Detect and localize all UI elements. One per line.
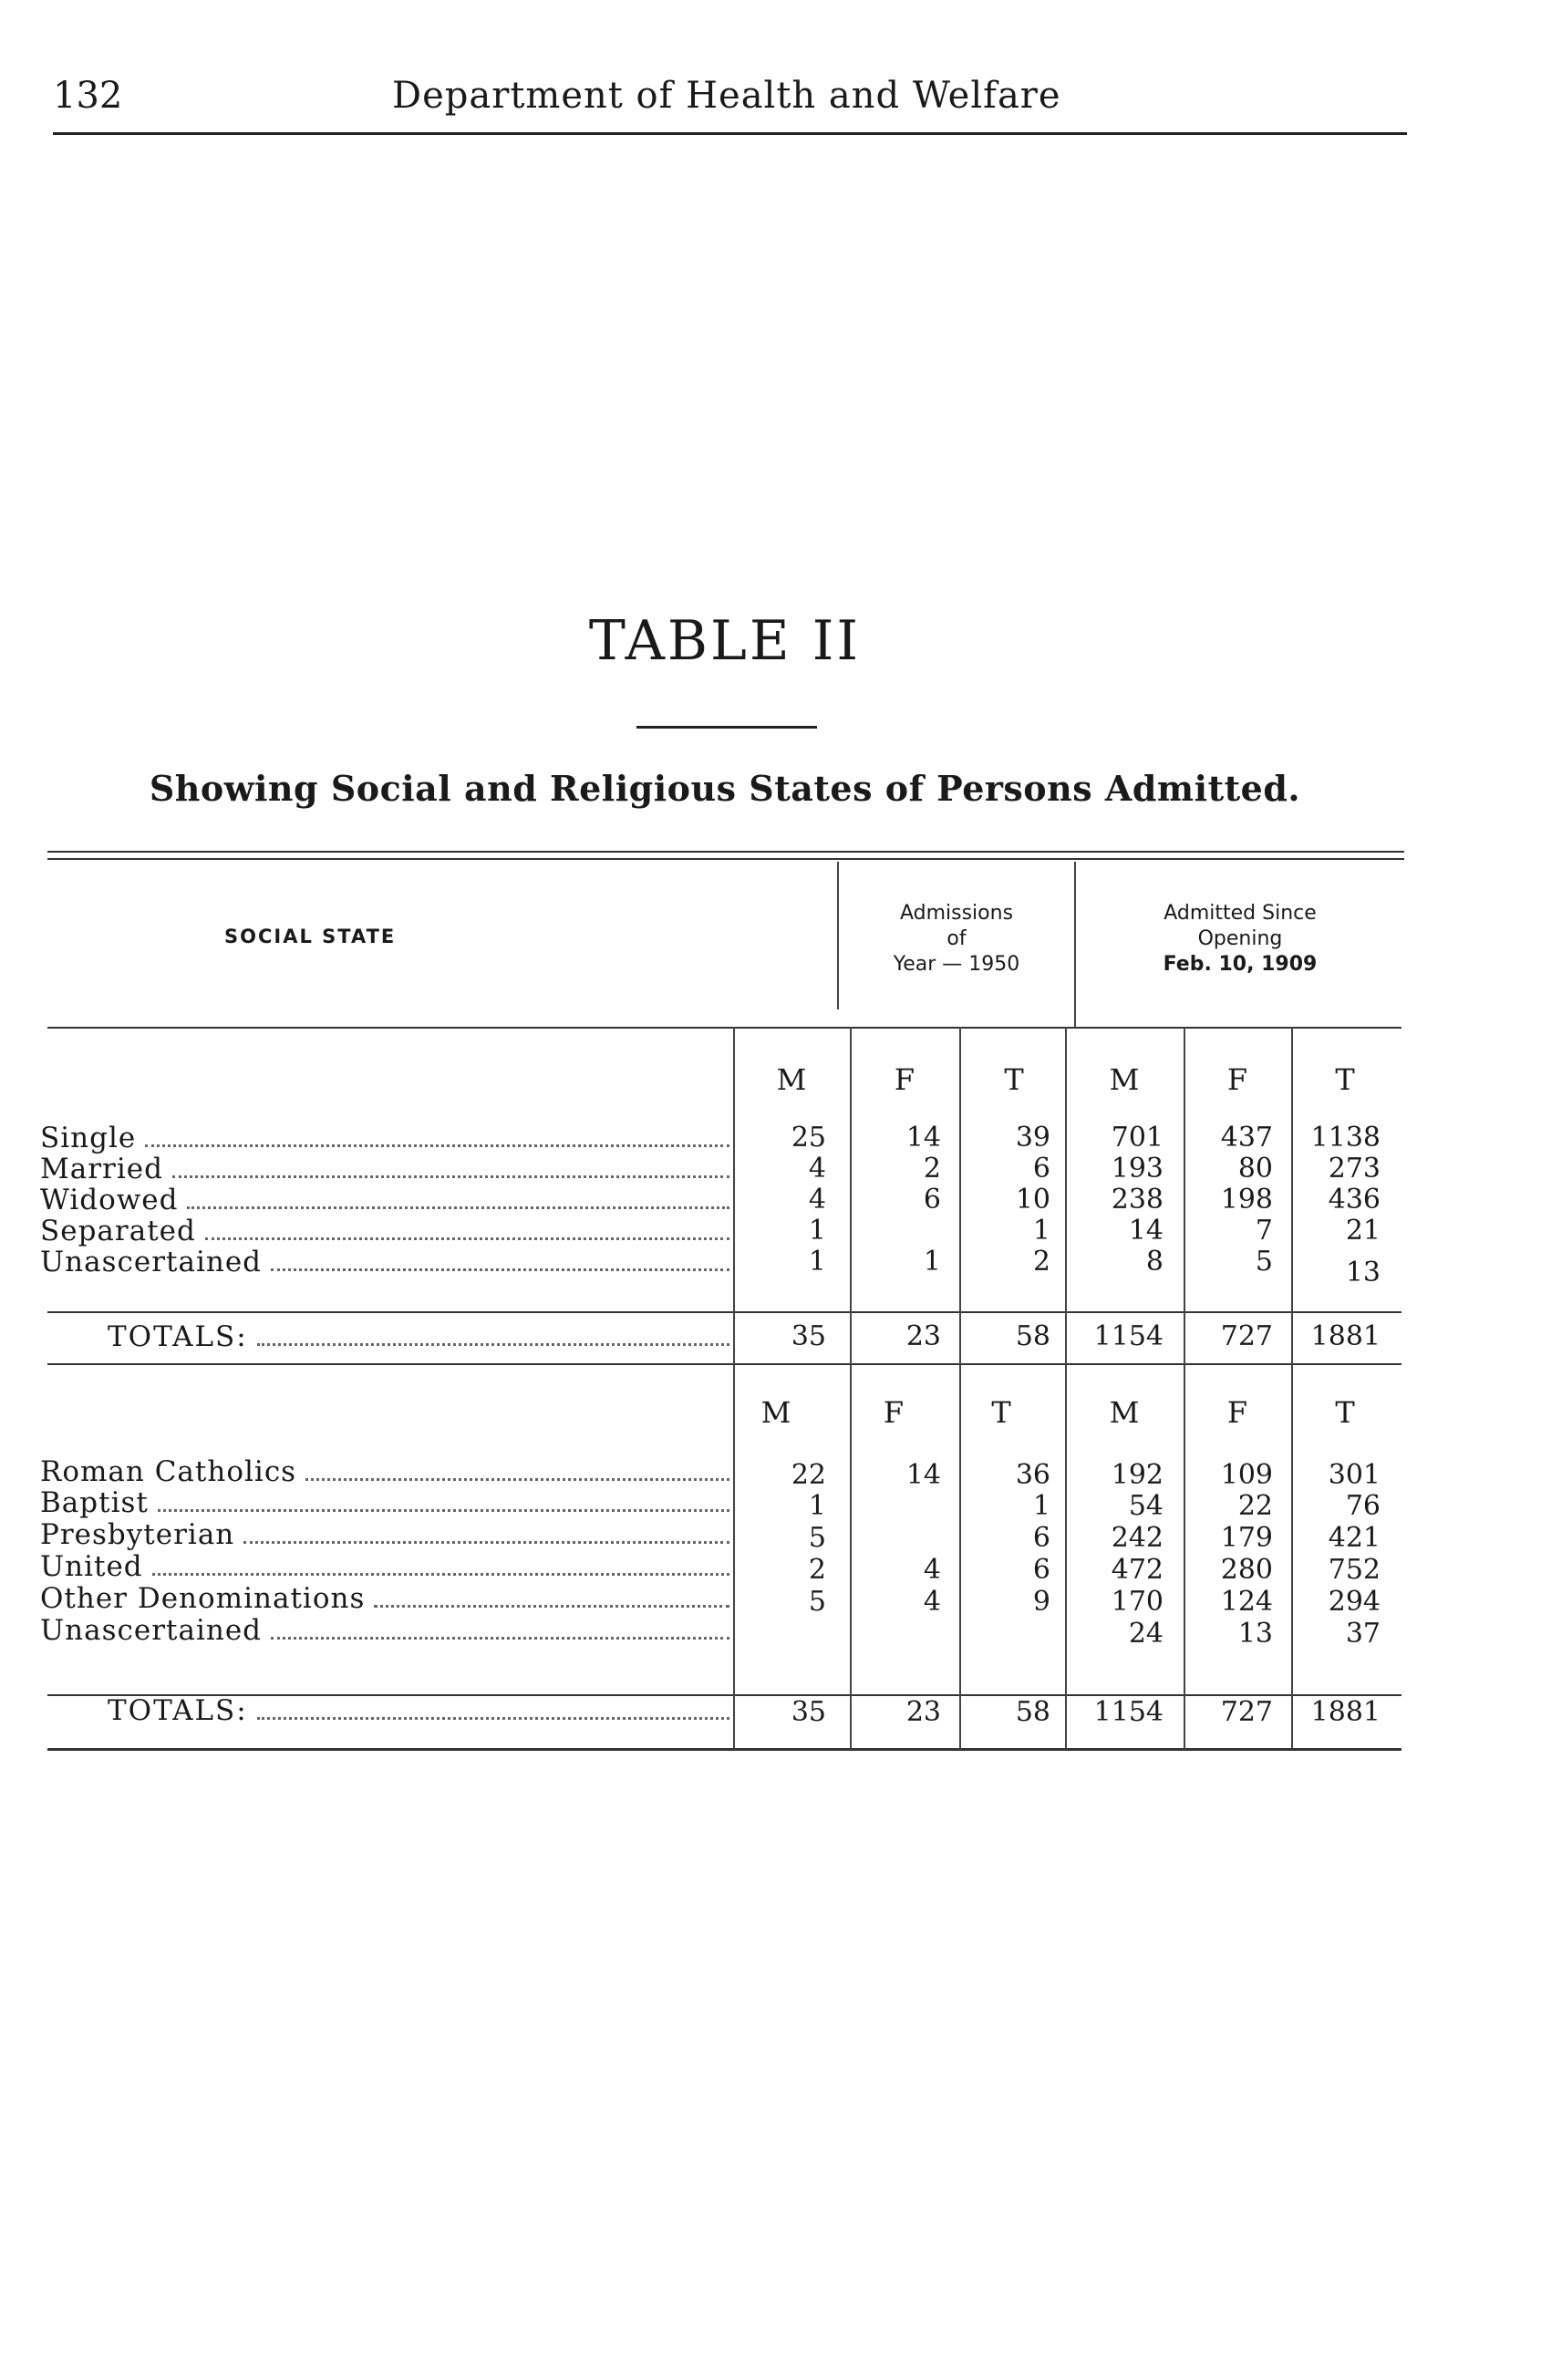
cell-widowed-since-f: 198 [1220, 1184, 1273, 1216]
group-since-line-1: Admitted Since [1164, 902, 1317, 925]
col-label-since-f: F [1226, 1062, 1248, 1097]
row-label-text: Roman Catholics [40, 1455, 297, 1488]
row-label-text: United [40, 1550, 143, 1583]
row-label-rel-unascertained [40, 1614, 729, 1647]
table-bottom-rule [47, 1748, 1401, 1751]
cell-social-total-year-m: 35 [791, 1320, 826, 1352]
cell-social-total-since-m: 1154 [1093, 1320, 1164, 1352]
cell-presbyterian-year-f [875, 1522, 941, 1555]
cell-presbyterian-year-t: 6 [1032, 1522, 1050, 1554]
social-totals-label [40, 1320, 729, 1353]
cell-other-year-t: 9 [1032, 1586, 1050, 1618]
row-label-text: Unascertained [40, 1246, 263, 1278]
cell-other-since-f: 124 [1220, 1586, 1273, 1618]
col-rule-3 [959, 1027, 961, 1749]
col-rule-5 [1184, 1027, 1185, 1749]
cell-rc-year-f: 14 [905, 1459, 941, 1491]
cell-presbyterian-year-m: 5 [808, 1522, 826, 1554]
cell-unascertained-since-m: 8 [1145, 1246, 1164, 1278]
col-label-rel-since-m: M [1109, 1395, 1140, 1430]
col-label-rel-since-t: T [1335, 1395, 1355, 1430]
col-label-since-t: T [1335, 1062, 1355, 1097]
cell-baptist-since-t: 76 [1345, 1490, 1381, 1522]
table-top-rule-2 [47, 858, 1404, 860]
cell-united-since-t: 752 [1328, 1554, 1381, 1586]
cell-rc-since-f: 109 [1220, 1459, 1273, 1491]
row-label-text: Separated [40, 1215, 196, 1247]
running-title: Department of Health and Welfare [392, 75, 1061, 117]
cell-rc-year-t: 36 [1015, 1459, 1050, 1491]
col-label-rel-since-f: F [1226, 1395, 1248, 1430]
cell-rc-since-m: 192 [1111, 1459, 1164, 1491]
cell-single-since-f: 437 [1220, 1122, 1273, 1154]
row-label-separated [40, 1215, 729, 1247]
stub-header: SOCIAL STATE [224, 926, 397, 947]
cell-rel-unasc-since-f: 13 [1237, 1618, 1273, 1650]
cell-single-since-t: 1138 [1310, 1122, 1381, 1154]
row-label-single [40, 1122, 729, 1154]
group-header-year [839, 901, 1074, 978]
leader-dots [305, 1458, 729, 1481]
cell-separated-year-t: 1 [1032, 1215, 1050, 1247]
cell-other-since-t: 294 [1328, 1586, 1381, 1618]
row-label-widowed [40, 1184, 729, 1216]
col-label-year-t: T [1004, 1062, 1024, 1097]
cell-unascertained-year-f: 1 [923, 1246, 941, 1278]
cell-baptist-year-t: 1 [1032, 1490, 1050, 1522]
row-label-presbyterian [40, 1518, 729, 1551]
cell-social-total-since-t: 1881 [1310, 1320, 1381, 1352]
cell-baptist-since-m: 54 [1128, 1490, 1164, 1522]
cell-united-since-m: 472 [1111, 1554, 1164, 1586]
cell-unascertained-year-t: 2 [1032, 1246, 1050, 1278]
row-label-text: Widowed [40, 1184, 179, 1216]
leader-dots [257, 1697, 729, 1720]
row-label-married [40, 1153, 729, 1185]
row-label-text: Unascertained [40, 1614, 263, 1647]
leader-dots [271, 1248, 729, 1271]
cell-social-total-year-f: 23 [905, 1320, 941, 1352]
cell-widowed-year-m: 4 [808, 1184, 826, 1216]
cell-rel-unasc-year-f [875, 1618, 941, 1650]
table-subtitle: Showing Social and Religious States of Persons Admitted. [149, 768, 1301, 809]
social-total-bottom-rule [47, 1363, 1401, 1365]
cell-rel-unasc-since-t: 37 [1345, 1618, 1381, 1650]
leader-dots [374, 1585, 729, 1608]
row-label-text: Baptist [40, 1486, 149, 1519]
cell-married-year-f: 2 [923, 1153, 941, 1185]
cell-rel-total-year-t: 58 [1015, 1696, 1050, 1728]
leader-dots [152, 1553, 729, 1576]
leader-dots [145, 1124, 729, 1147]
row-label-unascertained [40, 1246, 729, 1278]
cell-widowed-year-f: 6 [923, 1184, 941, 1216]
leader-dots [158, 1489, 729, 1512]
cell-widowed-since-t: 436 [1328, 1184, 1381, 1216]
table-title: TABLE II [588, 609, 862, 673]
group-year-line-3: Year — 1950 [893, 953, 1020, 976]
group-year-line-1: Admissions [899, 902, 1014, 925]
cell-baptist-since-f: 22 [1237, 1490, 1273, 1522]
cell-rel-total-year-m: 35 [791, 1696, 826, 1728]
religious-totals-label [40, 1694, 729, 1727]
cell-separated-since-t: 21 [1345, 1215, 1381, 1247]
cell-married-since-t: 273 [1328, 1153, 1381, 1185]
col-label-year-f: F [894, 1062, 915, 1097]
row-label-other-denominations [40, 1582, 729, 1615]
cell-united-since-f: 280 [1220, 1554, 1273, 1586]
col-label-rel-year-m: M [760, 1395, 791, 1430]
cell-married-since-m: 193 [1111, 1153, 1164, 1185]
cell-rel-total-since-m: 1154 [1093, 1696, 1164, 1728]
cell-separated-year-m: 1 [808, 1215, 826, 1247]
cell-other-year-f: 4 [923, 1586, 941, 1618]
leader-dots [257, 1323, 729, 1346]
leader-dots [187, 1186, 729, 1209]
col-rule-2 [850, 1027, 852, 1749]
cell-separated-since-m: 14 [1128, 1215, 1164, 1247]
col-rule-4 [1065, 1027, 1067, 1749]
totals-label-text: TOTALS: [108, 1320, 248, 1353]
col-rule-6 [1291, 1027, 1293, 1749]
cell-rel-total-since-f: 727 [1220, 1696, 1273, 1728]
row-label-text: Married [40, 1153, 163, 1185]
col-label-rel-year-f: F [883, 1395, 905, 1430]
cell-single-year-m: 25 [791, 1122, 826, 1154]
cell-presbyterian-since-f: 179 [1220, 1522, 1273, 1554]
group-since-line-3: Feb. 10, 1909 [1163, 953, 1318, 976]
title-rule [636, 726, 817, 729]
group-year-line-2: of [946, 927, 967, 950]
cell-unascertained-year-m: 1 [808, 1246, 826, 1278]
cell-social-total-since-f: 727 [1220, 1320, 1273, 1352]
cell-separated-year-f [875, 1215, 941, 1247]
row-label-text: Other Denominations [40, 1582, 366, 1615]
group-header-since [1076, 901, 1404, 978]
table-top-rule [47, 851, 1404, 853]
cell-united-year-f: 4 [923, 1554, 941, 1586]
cell-single-year-t: 39 [1015, 1122, 1050, 1154]
leader-dots [271, 1617, 729, 1640]
header-rule [53, 132, 1407, 135]
cell-social-total-year-t: 58 [1015, 1320, 1050, 1352]
row-label-baptist [40, 1486, 729, 1519]
page-number: 132 [53, 75, 123, 117]
cell-separated-since-f: 7 [1255, 1215, 1273, 1247]
cell-rel-total-since-t: 1881 [1310, 1696, 1381, 1728]
leader-dots [243, 1521, 729, 1544]
row-label-text: Single [40, 1122, 137, 1154]
totals-label-text: TOTALS: [108, 1694, 248, 1727]
cell-united-year-t: 6 [1032, 1554, 1050, 1586]
cell-presbyterian-since-t: 421 [1328, 1522, 1381, 1554]
cell-married-year-m: 4 [808, 1153, 826, 1185]
col-rule-1 [733, 1027, 735, 1749]
cell-other-year-m: 5 [808, 1586, 826, 1618]
row-label-united [40, 1550, 729, 1583]
cell-baptist-year-m: 1 [808, 1490, 826, 1522]
cell-united-year-m: 2 [808, 1554, 826, 1586]
cell-rel-total-year-f: 23 [905, 1696, 941, 1728]
group-since-line-2: Opening [1197, 927, 1283, 950]
cell-baptist-year-f [875, 1490, 941, 1523]
row-label-text: Presbyterian [40, 1518, 235, 1551]
cell-unascertained-since-t: 13 [1345, 1257, 1381, 1288]
row-label-roman-catholics [40, 1455, 729, 1488]
leader-dots [172, 1155, 729, 1178]
col-label-year-m: M [776, 1062, 807, 1097]
cell-widowed-year-t: 10 [1015, 1184, 1050, 1216]
cell-widowed-since-m: 238 [1111, 1184, 1164, 1216]
cell-rc-since-t: 301 [1328, 1459, 1381, 1491]
leader-dots [205, 1217, 729, 1240]
cell-rel-unasc-year-t [985, 1618, 1050, 1650]
cell-presbyterian-since-m: 242 [1111, 1522, 1164, 1554]
cell-married-year-t: 6 [1032, 1153, 1050, 1185]
col-label-since-m: M [1109, 1062, 1140, 1097]
social-total-top-rule [47, 1311, 1401, 1313]
cell-single-year-f: 14 [905, 1122, 941, 1154]
column-head-rule [47, 1027, 1401, 1029]
cell-unascertained-since-f: 5 [1255, 1246, 1273, 1278]
cell-single-since-m: 701 [1111, 1122, 1164, 1154]
cell-rel-unasc-since-m: 24 [1128, 1618, 1164, 1650]
cell-rel-unasc-year-m [766, 1618, 826, 1650]
cell-rc-year-m: 22 [791, 1459, 826, 1491]
cell-other-since-m: 170 [1111, 1586, 1164, 1618]
cell-married-since-f: 80 [1237, 1153, 1273, 1185]
col-label-rel-year-t: T [991, 1395, 1011, 1430]
